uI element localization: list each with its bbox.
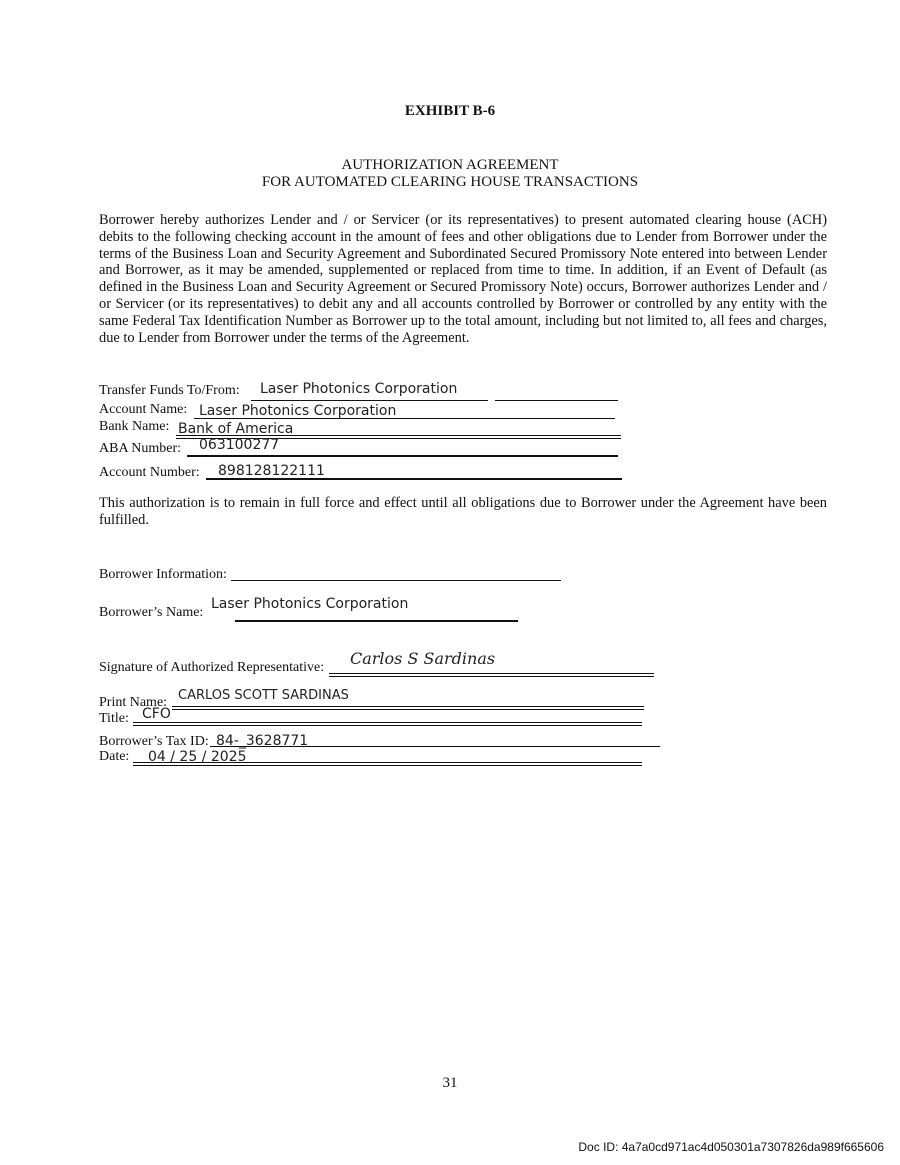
title-value[interactable]: CFO — [142, 706, 171, 722]
page-number: 31 — [442, 1075, 458, 1091]
signature-line — [329, 673, 654, 674]
title-line-double — [133, 725, 642, 726]
full-force-paragraph: This authorization is to remain in full force and effect until all obligations due to Borrower under the Agreement have been fulfilled. — [99, 495, 827, 528]
borrower-name-line — [235, 620, 518, 622]
transfer-funds-label: Transfer Funds To/From: — [99, 383, 240, 398]
bank-name-label: Bank Name: — [99, 419, 170, 434]
title-line — [133, 722, 642, 723]
transfer-funds-line — [251, 400, 488, 401]
borrower-information-line — [231, 580, 561, 581]
signature-label: Signature of Authorized Representative: — [99, 660, 325, 675]
agreement-title-line1: AUTHORIZATION AGREEMENT — [341, 157, 559, 173]
print-name-line — [172, 706, 644, 707]
doc-id: Doc ID: 4a7a0cd971ac4d050301a7307826da989f665606 — [578, 1140, 884, 1154]
account-number-value[interactable]: 898128122111 — [218, 463, 325, 479]
bank-name-value[interactable]: Bank of America — [178, 421, 294, 437]
borrower-name-value[interactable]: Laser Photonics Corporation — [211, 596, 409, 612]
authorization-paragraph: Borrower hereby authorizes Lender and / or Servicer (or its representatives) to present automated clearing house (ACH) debits to the following checking account in the amount of fees and other obligations due to Lender from Borrower under the terms of the Business Loan and Security Agreement and Subordinated Secured Promissory Note entered into between Lender and Borrower, as it may be amended, supplemented or replaced from time to time. In addition, if an Event of Default (as defined in the Business Loan and Security Agreement or Secured Promissory Note) occurs, Borrower authorizes Lender and / or Servicer (or its representatives) to debit any and all accounts controlled by Borrower or controlled by any entity with the same Federal Tax Identification Number as Borrower up to the total amount, including but not limited to, all fees and charges, due to Lender from Borrower under the terms of the Agreement. — [99, 212, 827, 346]
date-line-double — [133, 765, 642, 766]
agreement-title-line2: FOR AUTOMATED CLEARING HOUSE TRANSACTIONS — [261, 174, 639, 190]
signature-line-double — [329, 676, 654, 677]
aba-number-value[interactable]: 063100277 — [199, 437, 280, 453]
tax-id-label: Borrower’s Tax ID: — [99, 734, 209, 749]
exhibit-heading: EXHIBIT B-6 — [404, 103, 496, 119]
print-name-line-double — [172, 709, 644, 710]
account-name-label: Account Name: — [99, 402, 188, 417]
date-label: Date: — [99, 749, 130, 764]
account-name-value[interactable]: Laser Photonics Corporation — [199, 403, 397, 419]
date-value[interactable]: 04 / 25 / 2025 — [148, 749, 247, 765]
account-number-label: Account Number: — [99, 465, 200, 480]
borrower-name-label: Borrower’s Name: — [99, 605, 204, 620]
aba-number-line — [187, 455, 618, 457]
print-name-label: Print Name: — [99, 695, 168, 710]
transfer-funds-value[interactable]: Laser Photonics Corporation — [260, 381, 458, 397]
print-name-value[interactable]: CARLOS SCOTT SARDINAS — [178, 688, 349, 703]
borrower-information-label: Borrower Information: — [99, 567, 227, 582]
title-label: Title: — [99, 711, 129, 726]
tax-id-value[interactable]: 84-_3628771 — [216, 733, 309, 749]
signature-value[interactable]: Carlos S Sardinas — [350, 649, 496, 668]
transfer-funds-line-extra — [495, 400, 618, 401]
aba-number-label: ABA Number: — [99, 441, 182, 456]
